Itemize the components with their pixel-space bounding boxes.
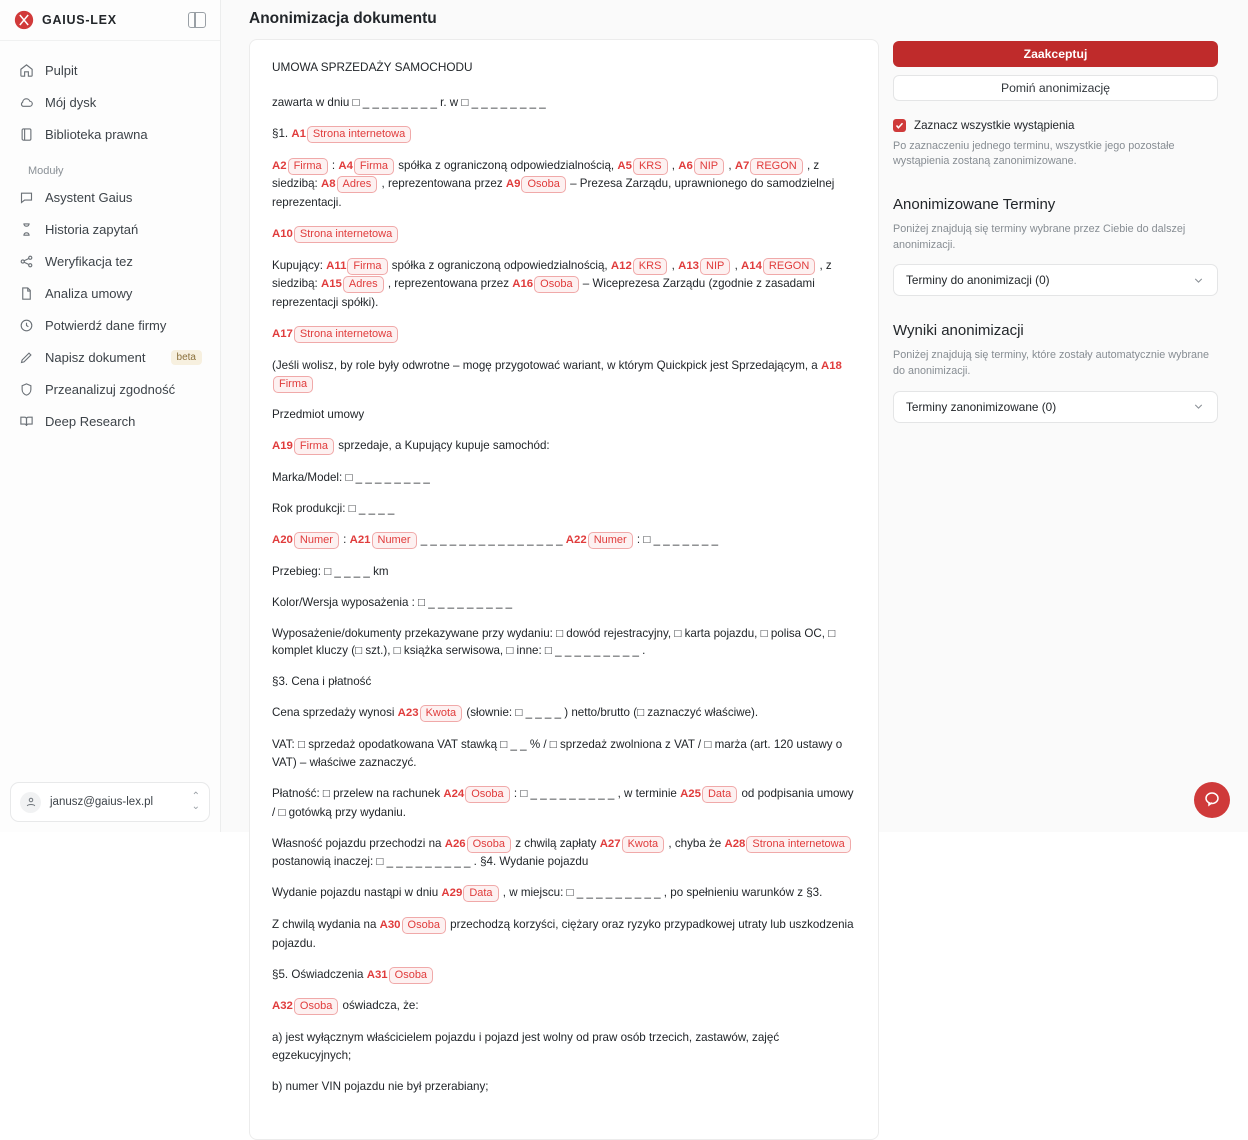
anonymization-tag[interactable]: A13 [678, 259, 699, 272]
anonymization-tag[interactable]: A25 [680, 788, 701, 801]
document-line [272, 966, 856, 985]
document-line [272, 125, 856, 144]
document-text: Przedmiot umowy [272, 408, 365, 422]
beta-badge: beta [171, 350, 202, 365]
anonymization-chip[interactable]: NIP [700, 258, 730, 275]
document-line [272, 563, 856, 581]
up-down-chevron-icon: ⌃ ⌄ [191, 791, 200, 812]
anonymization-tag[interactable]: A9 [505, 178, 521, 191]
anonymization-tag[interactable]: A16 [512, 278, 534, 291]
document-line [272, 157, 856, 212]
document-text: §1. [272, 127, 292, 140]
document-text: , reprezentowana przez [378, 177, 506, 191]
document-text: Kolor/Wersja wyposażenia : □ _ _ _ _ _ _ _ _ _ [272, 595, 513, 609]
anonymization-chip[interactable]: Kwota [420, 705, 463, 722]
anonymization-tag[interactable]: A20 [272, 533, 293, 546]
sidebar-header [0, 0, 220, 41]
anonymization-chip[interactable]: Strona internetowa [307, 126, 411, 143]
anonymization-tag[interactable]: A24 [443, 788, 465, 801]
document-text: , [731, 258, 742, 272]
shield-icon [18, 382, 34, 398]
skip-anonymization-button[interactable]: Pomiń anonimizację [893, 75, 1218, 101]
sidebar-footer [0, 772, 220, 832]
document-text: , [725, 158, 735, 172]
anonymization-chip[interactable]: Firma [354, 158, 394, 175]
anonymization-tag[interactable]: A26 [444, 837, 466, 850]
hourglass-icon [18, 222, 34, 238]
sidebar-item-label: Deep Research [45, 414, 136, 429]
sidebar-item-label: Napisz dokument [45, 350, 146, 365]
anonymized-terms-select[interactable] [893, 391, 1218, 423]
document-text: , chyba że [665, 836, 725, 850]
select-all-occurrences-row[interactable] [893, 119, 1218, 132]
chat-bubble-icon [1203, 790, 1221, 811]
anonymization-chip[interactable]: Firma [294, 438, 334, 455]
document-text: Wydanie pojazdu nastąpi w dniu [272, 886, 442, 900]
brand-name: GAIUS-LEX [42, 13, 117, 27]
terms-to-anonymize-select[interactable] [893, 264, 1218, 296]
anonymization-chip[interactable]: Adres [337, 176, 378, 193]
anonymization-chip[interactable]: Osoba [465, 786, 509, 803]
document-line [272, 500, 856, 518]
select-all-occurrences-hint: Po zaznaczeniu jednego terminu, wszystkie jego pozostałe wystąpienia zostaną zanonimizowane. [893, 139, 1175, 168]
sidebar-item-weryfikacja-tez[interactable] [10, 246, 210, 277]
terms-to-anonymize-value: Terminy do anonimizacji (0) [906, 273, 1050, 288]
document-text: , w miejscu: □ _ _ _ _ _ _ _ _ _ , po spełnieniu warunków z §3. [499, 886, 823, 900]
document-line [272, 406, 856, 424]
anonymization-tag[interactable]: A15 [320, 278, 342, 291]
chevron-down-icon [1192, 274, 1205, 287]
document-text: Wyposażenie/dokumenty przekazywane przy wydaniu: □ dowód rejestracyjny, □ karta pojazdu, □ polisa OC, □ komplet kluczy (□ szt.), □ książka serwisowa, □ inne: □ _ _ _ _ _ _ _ _ _ . [272, 626, 836, 658]
document-text: §5. Oświadczenia [272, 967, 367, 981]
document-text: – Prezesa Zarządu, uprawnionego do samodzielnej reprezentacji. [272, 177, 835, 210]
select-all-occurrences-label: Zaznacz wszystkie wystąpienia [914, 118, 1075, 132]
anonymization-chip[interactable]: Strona internetowa [294, 326, 398, 343]
anonymization-chip[interactable]: Firma [288, 158, 328, 175]
document-text: Własność pojazdu przechodzi na [272, 836, 445, 850]
document-text: , z siedzibą: [272, 158, 820, 191]
anonymization-chip[interactable]: Osoba [534, 276, 578, 293]
document-line [272, 325, 856, 344]
document-text: _ _ _ _ _ _ _ _ _ _ _ _ _ _ _ [417, 532, 566, 546]
anonymization-tag[interactable]: A30 [379, 918, 401, 931]
anonymization-tag[interactable]: A2 [272, 159, 287, 172]
accept-button[interactable]: Zaakceptuj [893, 41, 1218, 67]
anonymization-chip[interactable]: Osoba [294, 998, 338, 1015]
document-line [272, 625, 856, 661]
book-icon [18, 127, 34, 143]
sidebar-item-label: Biblioteka prawna [45, 127, 148, 142]
anonymization-tag[interactable]: A8 [320, 178, 336, 191]
document-text: : □ _ _ _ _ _ _ _ _ _ , w terminie [510, 787, 681, 801]
document-text: Kupujący: [272, 258, 327, 272]
page-title: Anonimizacja dokumentu [249, 10, 437, 28]
anonymization-tag[interactable]: A27 [599, 837, 621, 850]
panel-collapse-icon[interactable] [188, 12, 206, 28]
document-text: Z chwilą wydania na [272, 917, 380, 931]
anonymization-tag[interactable]: A29 [441, 887, 463, 900]
document-line [272, 94, 856, 112]
document-line [272, 225, 856, 244]
anonymization-tag[interactable]: A5 [617, 159, 632, 172]
document-line [272, 594, 856, 612]
document-text: Płatność: □ przelew na rachunek [272, 787, 444, 801]
document-line [272, 1029, 856, 1065]
sidebar [0, 0, 221, 832]
document-text: Przebieg: □ _ _ _ _ km [272, 564, 389, 578]
share-icon [18, 254, 34, 270]
anonymization-chip[interactable]: Numer [294, 532, 339, 549]
anonymization-tag[interactable]: A7 [734, 159, 750, 172]
anonymization-tag[interactable]: A17 [272, 327, 293, 340]
anonymization-results-title: Wyniki anonimizacji [893, 322, 1024, 340]
anonymization-tag[interactable]: A19 [272, 440, 293, 453]
cloud-icon [18, 95, 34, 111]
anonymization-chip[interactable]: Osoba [389, 967, 433, 984]
clock-icon [18, 318, 34, 334]
document-text: : □ _ _ _ _ _ _ _ [633, 532, 719, 546]
anonymization-chip[interactable]: KRS [633, 258, 668, 275]
document-line [272, 785, 856, 822]
sidebar-item-asystent-gaius[interactable] [10, 182, 210, 213]
document-line [272, 916, 856, 953]
user-icon [20, 792, 41, 813]
pen-icon [18, 350, 34, 366]
user-email: janusz@gaius-lex.pl [50, 796, 154, 808]
chevron-down-icon [1192, 400, 1205, 413]
sidebar-item-label: Weryfikacja tez [45, 254, 133, 269]
document-text: spółka z ograniczoną odpowiedzialnością, [395, 158, 618, 172]
document-text: , z siedzibą: [272, 258, 832, 291]
sidebar-item-pulpit[interactable] [10, 55, 210, 86]
sidebar-item-biblioteka-prawna[interactable] [10, 119, 210, 150]
document-line [272, 997, 856, 1016]
sidebar-item-napisz-dokument[interactable] [10, 342, 210, 373]
anonymization-tag[interactable]: A11 [326, 259, 347, 272]
sidebar-item-historia-zapytan[interactable] [10, 214, 210, 245]
anonymization-results-desc: Poniżej znajdują się terminy, które zostały automatycznie wybrane do anonimizacji. [893, 349, 1210, 377]
sidebar-item-przeanalizuj-zgodnosc[interactable] [10, 374, 210, 405]
sidebar-item-label: Pulpit [45, 63, 78, 78]
anonymization-chip[interactable]: Strona internetowa [746, 836, 850, 853]
anonymization-chip[interactable]: Numer [588, 532, 633, 549]
chat-fab-button[interactable] [1194, 782, 1230, 818]
anonymization-chip[interactable]: NIP [694, 158, 724, 175]
document-text: od podpisania umowy / □ gotówką przy wydaniu. [272, 787, 854, 819]
sidebar-item-label: Historia zapytań [45, 222, 139, 237]
anonymization-chip[interactable]: REGON [750, 158, 802, 175]
document-preview[interactable] [249, 39, 879, 1140]
document-text: a) jest wyłącznym właścicielem pojazdu i pojazd jest wolny od praw osób trzecich, zastawów, zajęć egzekucyjnych; [272, 1030, 780, 1062]
main-area [221, 0, 1248, 1093]
document-text: §3. Cena i płatność [272, 675, 372, 689]
document-line [272, 531, 856, 550]
home-icon [18, 63, 34, 79]
document-text: zawarta w dniu □ _ _ _ _ _ _ _ _ r. w □ _ _ _ _ _ _ _ _ [272, 96, 546, 110]
anonymization-tag[interactable]: A18 [820, 359, 842, 372]
sidebar-nav [0, 41, 220, 438]
brand [14, 10, 117, 30]
anonymization-tag[interactable]: A4 [338, 159, 353, 172]
document-text: postanowią inaczej: □ _ _ _ _ _ _ _ _ _ . §4. Wydanie pojazdu [272, 855, 589, 869]
document-text: , reprezentowana przez [384, 277, 513, 291]
anonymization-tag[interactable]: A22 [565, 533, 587, 546]
document-text: spółka z ograniczoną odpowiedzialnością, [388, 258, 611, 272]
sidebar-item-label: Mój dysk [45, 95, 97, 110]
anonymization-chip[interactable]: Kwota [622, 836, 665, 853]
document-line [272, 736, 856, 772]
document-text: Rok produkcji: □ _ _ _ _ [272, 501, 395, 515]
document-text: (Jeśli wolisz, by role były odwrotne – mogę przygotować wariant, w którym Quickpick jest Sprzedającym, a [272, 358, 821, 372]
main-body [221, 39, 1248, 1140]
anonymization-chip[interactable]: Adres [343, 276, 384, 293]
anonymization-chip[interactable]: Firma [273, 376, 313, 393]
document-text: z chwilą zapłaty [512, 836, 600, 850]
sidebar-item-moj-dysk[interactable] [10, 87, 210, 118]
anonymization-chip[interactable]: Osoba [467, 836, 511, 853]
open-book-icon [18, 414, 34, 430]
document-text: : [339, 532, 350, 546]
anonymized-terms-value: Terminy zanonimizowane (0) [906, 399, 1057, 414]
document-line [272, 437, 856, 456]
anonymization-tag[interactable]: A28 [724, 837, 746, 850]
anonymization-tag[interactable]: A23 [397, 707, 419, 720]
select-all-occurrences-checkbox[interactable] [893, 119, 906, 132]
anonymization-panel [893, 39, 1218, 1140]
anonymization-tag[interactable]: A14 [741, 259, 762, 272]
anonymization-chip[interactable]: Data [463, 885, 498, 902]
document-line [272, 673, 856, 691]
anonymization-tag[interactable]: A21 [349, 533, 371, 546]
document-icon [18, 286, 34, 302]
document-text: (słownie: □ _ _ _ _ ) netto/brutto (□ zaznaczyć właściwe). [463, 706, 759, 720]
anonymization-chip[interactable]: Numer [372, 532, 417, 549]
sidebar-item-analiza-umowy[interactable] [10, 278, 210, 309]
anonymization-chip[interactable]: Osoba [521, 176, 565, 193]
anonymization-tag[interactable]: A1 [291, 128, 306, 140]
document-text: , [668, 258, 679, 272]
document-text: przechodzą korzyści, ciężary oraz ryzyko przypadkowej utraty lub uszkodzenia pojazdu. [272, 917, 854, 950]
anonymization-chip[interactable]: Osoba [402, 917, 446, 934]
document-text: VAT: □ sprzedaż opodatkowana VAT stawką □ _ _ % / □ sprzedaż zwolniona z VAT / □ marża (art. 120 ustawy o VAT) – właściwe zaznaczyć. [272, 738, 843, 770]
sidebar-group-title: Moduły [28, 165, 64, 177]
anonymization-tag[interactable]: A12 [610, 259, 632, 272]
document-line [272, 835, 856, 872]
document-content [272, 94, 856, 1096]
anonymization-chip[interactable]: REGON [763, 258, 815, 275]
anonymized-terms-desc: Poniżej znajdują się terminy wybrane przez Ciebie do dalszej anonimizacji. [893, 223, 1186, 251]
message-icon [18, 190, 34, 206]
document-text: sprzedaje, a Kupujący kupuje samochód: [335, 439, 550, 453]
page-header [221, 0, 1248, 39]
document-text: b) numer VIN pojazdu nie był przerabiany; [272, 1079, 489, 1093]
document-text: Cena sprzedaży wynosi [272, 706, 398, 720]
document-text: , [668, 158, 679, 172]
document-text: Marka/Model: □ _ _ _ _ _ _ _ _ [272, 470, 430, 484]
document-text: oświadcza, że: [339, 999, 419, 1013]
anonymization-chip[interactable]: Data [702, 786, 737, 803]
anonymized-terms-title: Anonimizowane Terminy [893, 196, 1056, 214]
document-line [272, 469, 856, 487]
anonymization-tag[interactable]: A6 [678, 159, 693, 172]
anonymization-chip[interactable]: KRS [633, 158, 668, 175]
document-title: UMOWA SPRZEDAŻY SAMOCHODU [272, 59, 473, 74]
sidebar-item-potwierdz-dane-firmy[interactable] [10, 310, 210, 341]
gaius-logo-icon [14, 10, 34, 30]
anonymization-tag[interactable]: A32 [272, 1000, 293, 1013]
sidebar-item-label: Asystent Gaius [45, 190, 133, 205]
document-line [272, 884, 856, 903]
anonymization-chip[interactable]: Strona internetowa [294, 226, 398, 243]
document-text: – Wiceprezesa Zarządu (zgodnie z zasadami reprezentacji spółki). [272, 277, 815, 309]
document-line [272, 357, 856, 394]
anonymization-tag[interactable]: A10 [272, 227, 293, 240]
anonymization-chip[interactable]: Firma [347, 258, 387, 275]
document-line [272, 257, 856, 312]
sidebar-item-deep-research[interactable] [10, 406, 210, 437]
user-account-button[interactable] [10, 782, 210, 822]
sidebar-item-label: Analiza umowy [45, 286, 133, 301]
document-line [272, 1078, 856, 1096]
sidebar-item-label: Potwierdź dane firmy [45, 318, 167, 333]
anonymization-tag[interactable]: A31 [366, 968, 388, 981]
document-line [272, 704, 856, 723]
document-text: : [328, 158, 339, 172]
sidebar-item-label: Przeanalizuj zgodność [45, 382, 176, 397]
